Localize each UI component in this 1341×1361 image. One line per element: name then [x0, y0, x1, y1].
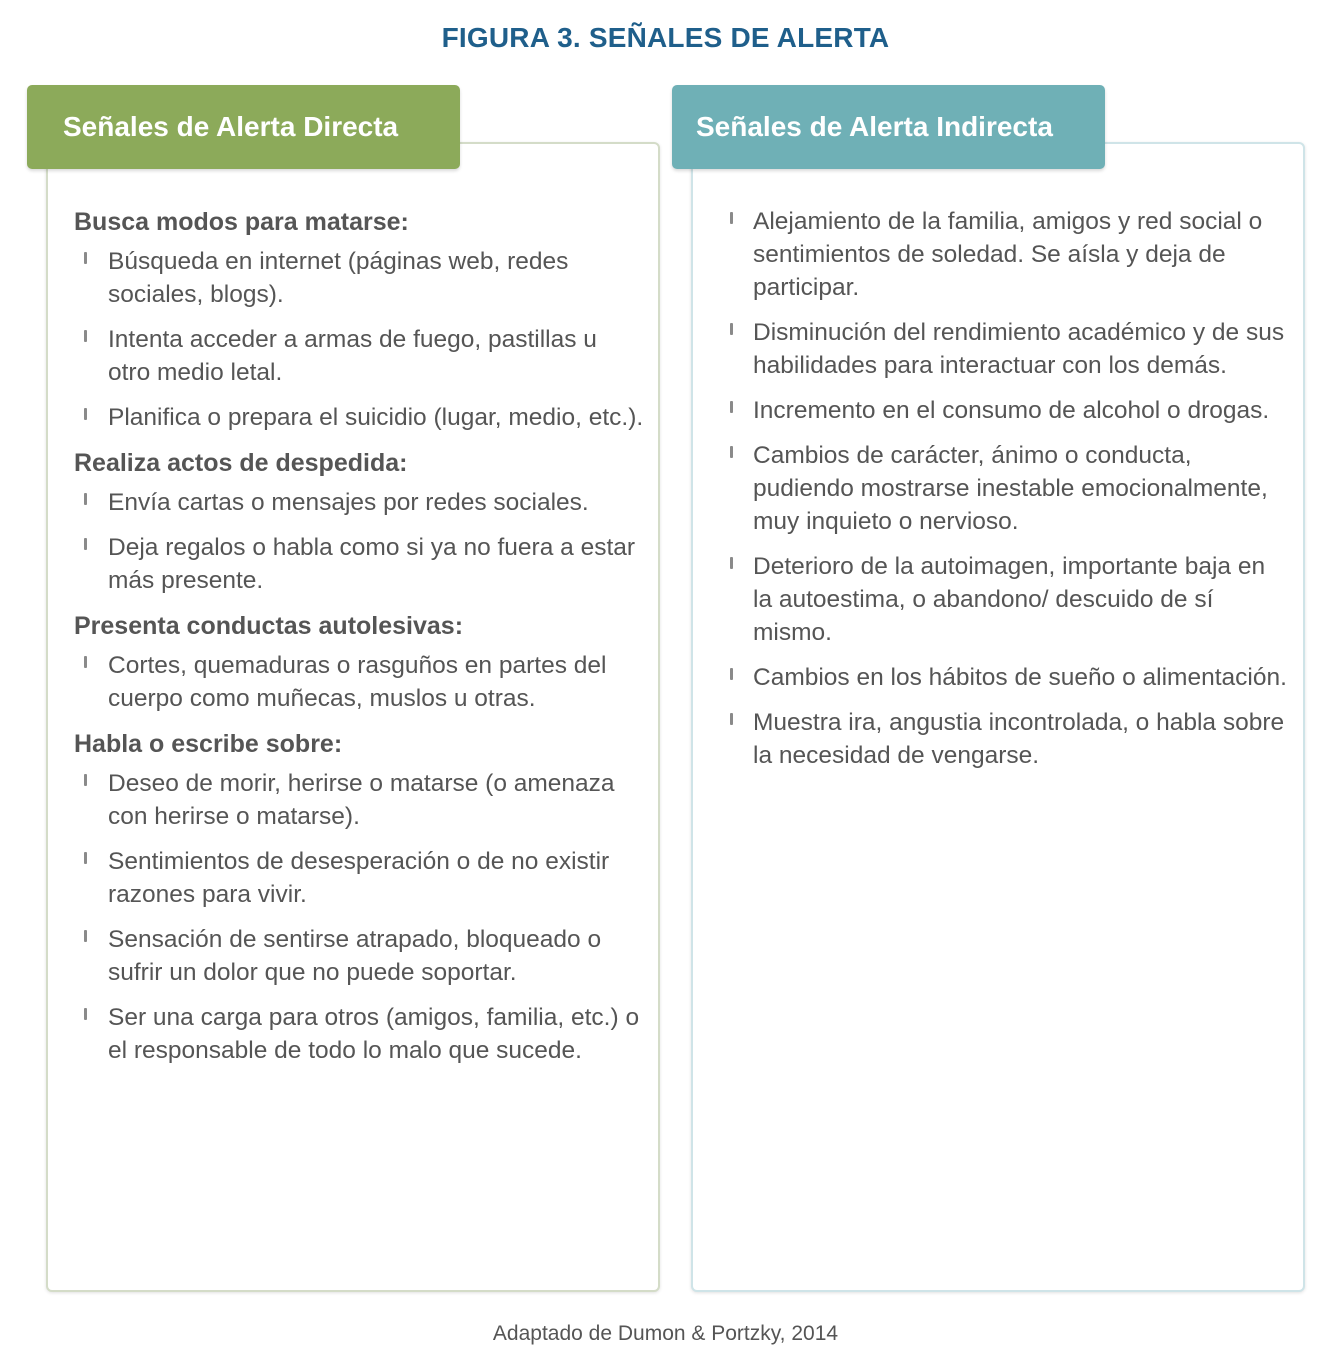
list-item	[74, 649, 644, 715]
list-item-text: Cambios de carácter, ánimo o conducta, pudiendo mostrarse inestable emocionalmente, muy inquieto o nervioso.	[753, 442, 1268, 535]
list-item-text: Muestra ira, angustia incontrolada, o habla sobre la necesidad de vengarse.	[753, 709, 1285, 769]
section-heading: Presenta conductas autolesivas:	[74, 612, 464, 640]
list-item	[74, 1001, 644, 1067]
list-item-text: Sentimientos de desesperación o de no existir razones para vivir.	[108, 848, 610, 908]
bullet-icon	[730, 446, 733, 458]
list-item-text: Envía cartas o mensajes por redes sociales.	[108, 489, 589, 516]
bullet-icon	[84, 774, 87, 786]
list-item-text: Búsqueda en internet (páginas web, redes sociales, blogs).	[108, 248, 569, 308]
list-item-text: Intenta acceder a armas de fuego, pastillas u otro medio letal.	[108, 326, 597, 386]
section-heading: Habla o escribe sobre:	[74, 730, 343, 758]
list-item-text: Deja regalos o habla como si ya no fuera a estar más presente.	[108, 534, 636, 594]
list-item	[74, 245, 644, 311]
bullet-icon	[84, 408, 87, 420]
list-item	[727, 394, 1287, 427]
bullet-icon	[84, 493, 87, 505]
bullet-icon	[730, 212, 733, 224]
bullet-icon	[84, 252, 87, 264]
bullet-icon	[730, 401, 733, 413]
source-citation: Adaptado de Dumon & Portzky, 2014	[492, 1322, 839, 1345]
bullet-icon	[84, 656, 87, 668]
bullet-icon	[84, 1008, 87, 1020]
list-item-text: Planifica o prepara el suicidio (lugar, medio, etc.).	[108, 404, 644, 431]
list-item	[74, 767, 644, 833]
direct-signs-content	[74, 205, 644, 1079]
list-item	[74, 401, 644, 434]
bullet-icon	[730, 557, 733, 569]
list-item	[727, 439, 1287, 538]
list-item-text: Deterioro de la autoimagen, importante baja en la autoestima, o abandono/ descuido de sí mismo.	[753, 553, 1266, 646]
list-item-text: Deseo de morir, herirse o matarse (o amenaza con herirse o matarse).	[108, 770, 615, 830]
list-item	[727, 661, 1287, 694]
list-item	[727, 550, 1287, 649]
item-list	[727, 205, 1287, 772]
list-item-text: Disminución del rendimiento académico y de sus habilidades para interactuar con los demás.	[753, 319, 1285, 379]
list-item-text: Ser una carga para otros (amigos, familia, etc.) o el responsable de todo lo malo que sucede.	[108, 1004, 640, 1064]
bullet-icon	[730, 323, 733, 335]
list-item	[74, 923, 644, 989]
bullet-icon	[730, 713, 733, 725]
section-heading: Realiza actos de despedida:	[74, 449, 408, 477]
bullet-icon	[84, 538, 87, 550]
figure-title: FIGURA 3. SEÑALES DE ALERTA	[441, 22, 890, 53]
bullet-icon	[730, 668, 733, 680]
list-item	[74, 323, 644, 389]
list-item	[727, 205, 1287, 304]
item-list	[74, 767, 644, 1067]
list-item-text: Sensación de sentirse atrapado, bloqueado o sufrir un dolor que no puede soportar.	[108, 926, 602, 986]
item-list	[74, 245, 644, 434]
indirect-signs-tab: Señales de Alerta Indirecta	[672, 85, 1105, 169]
list-item	[74, 845, 644, 911]
indirect-signs-content	[727, 205, 1287, 784]
section-self-harm	[74, 609, 644, 715]
item-list	[74, 649, 644, 715]
section-search-methods	[74, 205, 644, 434]
section-farewell-acts	[74, 446, 644, 597]
section-talks-or-writes	[74, 727, 644, 1067]
list-item-text: Cambios en los hábitos de sueño o alimentación.	[753, 664, 1287, 691]
list-item	[74, 531, 644, 597]
section-heading: Busca modos para matarse:	[74, 208, 409, 236]
item-list	[74, 486, 644, 597]
list-item-text: Cortes, quemaduras o rasguños en partes del cuerpo como muñecas, muslos u otras.	[108, 652, 607, 712]
list-item-text: Incremento en el consumo de alcohol o drogas.	[753, 397, 1270, 424]
direct-signs-tab: Señales de Alerta Directa	[27, 85, 460, 169]
list-item	[74, 486, 644, 519]
bullet-icon	[84, 930, 87, 942]
list-item-text: Alejamiento de la familia, amigos y red social o sentimientos de soledad. Se aísla y deja de participar.	[753, 208, 1263, 301]
list-item	[727, 706, 1287, 772]
list-item	[727, 316, 1287, 382]
bullet-icon	[84, 852, 87, 864]
bullet-icon	[84, 330, 87, 342]
